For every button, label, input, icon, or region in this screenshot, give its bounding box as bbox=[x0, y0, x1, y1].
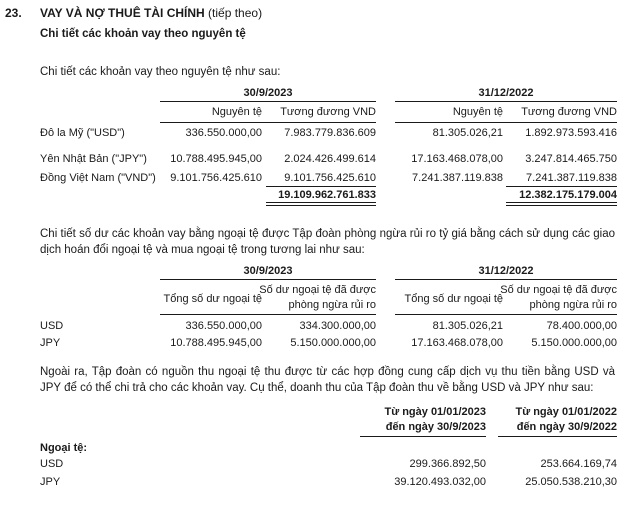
table2-header-rule-1 bbox=[160, 314, 376, 315]
table1-total-1: 19.109.962.761.833 bbox=[278, 189, 376, 201]
table1-cell: 7.241.387.119.838 bbox=[526, 172, 617, 184]
table3-col1-line1: Từ ngày 01/01/2023 bbox=[384, 406, 486, 418]
table2-col-header-total: Tổng số dư ngoại tệ bbox=[404, 293, 503, 305]
table2-col-header-hedged-line1: Số dư ngoại tệ đã được bbox=[259, 284, 376, 296]
table1-header-rule-1 bbox=[160, 122, 376, 123]
section-subtitle: Chi tiết các khoản vay theo nguyên tệ bbox=[40, 28, 246, 40]
table3-row-label: JPY bbox=[40, 476, 61, 488]
table2-period-1-rule bbox=[160, 279, 376, 280]
table2-period-2-rule bbox=[395, 279, 617, 280]
table1-cell: 81.305.026,21 bbox=[432, 127, 503, 139]
table2-period-2: 31/12/2022 bbox=[478, 265, 534, 277]
table2-col-header-total: Tổng số dư ngoại tệ bbox=[163, 293, 262, 305]
table2-cell: 81.305.026,21 bbox=[432, 320, 503, 332]
table1-cell: 2.024.426.499.614 bbox=[284, 153, 376, 165]
table1-intro: Chi tiết các khoản vay theo nguyên tệ như sau: bbox=[40, 66, 281, 78]
table2-cell: 5.150.000.000,00 bbox=[531, 337, 617, 349]
table1-col-header: Nguyên tệ bbox=[452, 106, 503, 118]
table1-period-2-rule bbox=[395, 101, 617, 102]
table1-cell: 10.788.495.945,00 bbox=[170, 153, 262, 165]
table3-col2-line2: đến ngày 30/9/2022 bbox=[516, 421, 617, 433]
section-number: 23. bbox=[5, 6, 22, 20]
table1-period-2: 31/12/2022 bbox=[478, 87, 534, 99]
table1-col-header: Tương đương VND bbox=[280, 106, 376, 118]
table3-group-label: Ngoại tệ: bbox=[40, 442, 88, 454]
table2-cell: 334.300.000,00 bbox=[299, 320, 376, 332]
table1-total-rule-1 bbox=[266, 186, 376, 187]
table3-intro: Ngoài ra, Tập đoàn có nguồn thu ngoại tệ thu được từ các hợp đồng cung cấp dịch vụ thu tiền bằng USD và JPY để có thể chi trả cho các khoản vay. Cụ thể, doanh thu của Tập đoàn thu về bằng USD và JPY như sau: bbox=[40, 366, 615, 394]
table1-cell: 1.892.973.593.416 bbox=[525, 127, 617, 139]
table2-cell: 336.550.000,00 bbox=[185, 320, 262, 332]
table1-cell: 9.101.756.425.610 bbox=[284, 172, 376, 184]
table1-total-2: 12.382.175.179.004 bbox=[519, 189, 617, 201]
table1-cell: 7.241.387.119.838 bbox=[412, 172, 503, 184]
table3-cell: 299.366.892,50 bbox=[409, 458, 486, 470]
section-title: VAY VÀ NỢ THUÊ TÀI CHÍNH bbox=[40, 6, 205, 20]
section-heading bbox=[40, 6, 262, 20]
table2-cell: 17.163.468.078,00 bbox=[411, 337, 503, 349]
table3-col2-header bbox=[515, 405, 617, 435]
table2-header-rule-2 bbox=[395, 314, 617, 315]
table1-header-rule-2 bbox=[395, 122, 617, 123]
table3-row-label: USD bbox=[40, 458, 64, 470]
table2-col-header-hedged-line1: Số dư ngoại tệ đã được bbox=[500, 284, 617, 296]
table2-row-label: USD bbox=[40, 320, 64, 332]
table3-cell: 253.664.169,74 bbox=[540, 458, 617, 470]
table1-row-label: Yên Nhật Bản ("JPY") bbox=[40, 153, 147, 165]
table3-header-rule-1 bbox=[360, 436, 486, 437]
table2-cell: 78.400.000,00 bbox=[546, 320, 617, 332]
table1-total-double-rule-1 bbox=[266, 202, 376, 206]
table2-period-1: 30/9/2023 bbox=[243, 265, 293, 277]
table3-col1-header bbox=[384, 405, 486, 435]
table2-intro: Chi tiết số dư các khoản vay bằng ngoại tệ được Tập đoàn phòng ngừa rủi ro tỷ giá bằng cách sử dụng các giao dịch hoán đổi ngoại tệ và mua ngoại tệ trong tương lai như sau: bbox=[40, 228, 615, 256]
section-title-suffix: (tiếp theo) bbox=[208, 6, 263, 20]
table2-col-header-hedged bbox=[259, 283, 376, 313]
table2-row-label: JPY bbox=[40, 337, 61, 349]
table3-cell: 25.050.538.210,30 bbox=[525, 476, 617, 488]
table1-row-label: Đồng Việt Nam ("VND") bbox=[40, 172, 156, 184]
table1-cell: 9.101.756.425.610 bbox=[170, 172, 262, 184]
table1-cell: 3.247.814.465.750 bbox=[525, 153, 617, 165]
table1-cell: 336.550.000,00 bbox=[185, 127, 262, 139]
table1-total-double-rule-2 bbox=[506, 202, 617, 206]
table1-col-header: Nguyên tệ bbox=[211, 106, 262, 118]
table1-cell: 7.983.779.836.609 bbox=[284, 127, 376, 139]
table2-col-header-hedged-line2: phòng ngừa rủi ro bbox=[529, 299, 617, 311]
table1-row-label: Đô la Mỹ ("USD") bbox=[40, 127, 125, 139]
table2-cell: 5.150.000.000,00 bbox=[290, 337, 376, 349]
table2-cell: 10.788.495.945,00 bbox=[170, 337, 262, 349]
table1-col-header: Tương đương VND bbox=[521, 106, 617, 118]
table3-col2-line1: Từ ngày 01/01/2022 bbox=[515, 406, 617, 418]
table3-col1-line2: đến ngày 30/9/2023 bbox=[385, 421, 486, 433]
table1-period-1: 30/9/2023 bbox=[243, 87, 293, 99]
table2-col-header-hedged bbox=[500, 283, 617, 313]
table1-cell: 17.163.468.078,00 bbox=[411, 153, 503, 165]
table2-col-header-hedged-line2: phòng ngừa rủi ro bbox=[288, 299, 376, 311]
table3-header-rule-2 bbox=[498, 436, 617, 437]
table1-total-rule-2 bbox=[506, 186, 617, 187]
table3-cell: 39.120.493.032,00 bbox=[394, 476, 486, 488]
table1-period-1-rule bbox=[160, 101, 376, 102]
